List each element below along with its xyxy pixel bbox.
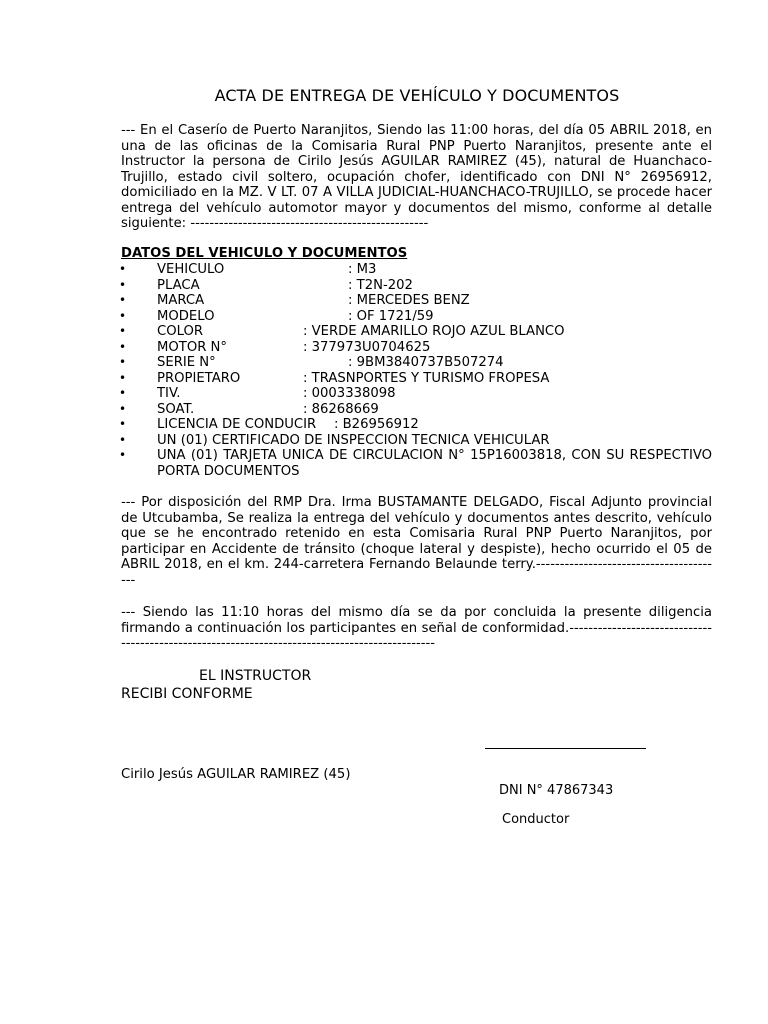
list-item xyxy=(119,324,713,340)
list-item xyxy=(119,262,713,278)
item-label: PROPIETARO xyxy=(157,370,241,386)
dni-text: DNI N° 47867343 xyxy=(499,783,614,798)
item-value: : MERCEDES BENZ xyxy=(348,293,470,308)
item-value: : VERDE AMARILLO ROJO AZUL BLANCO xyxy=(303,324,565,339)
item-label: MOTOR N° xyxy=(157,339,228,355)
list-item xyxy=(119,433,713,449)
bullet-icon: • xyxy=(119,293,127,307)
item-value: : 86268669 xyxy=(303,401,379,417)
bullet-icon: • xyxy=(119,324,127,338)
item-label: SOAT. xyxy=(157,401,195,417)
list-item xyxy=(119,309,713,325)
item-value: : 9BM3840737B507274 xyxy=(348,355,504,370)
list-item xyxy=(119,448,713,479)
item-label: PLACA xyxy=(157,277,200,293)
item-label: UNA (01) TARJETA UNICA DE CIRCULACION N° 15P16003818, CON SU RESPECTIVO PORTA DOCUMENTOS xyxy=(157,448,712,479)
bullet-icon: • xyxy=(119,448,127,462)
item-label: MARCA xyxy=(157,293,205,308)
item-label: UN (01) CERTIFICADO DE INSPECCION TECNICA VEHICULAR xyxy=(157,432,550,448)
item-label: TIV. xyxy=(157,386,181,401)
bullet-icon: • xyxy=(119,339,127,354)
list-item xyxy=(119,386,713,402)
item-value: : 0003338098 xyxy=(303,386,396,401)
bullet-icon: • xyxy=(119,308,127,323)
item-label: COLOR xyxy=(157,324,204,339)
disposition-paragraph: --- Por disposición del RMP Dra. Irma BUSTAMANTE DELGADO, Fiscal Adjunto provincial de Utcubamba, Se realiza la entrega del vehículo y documentos antes descrito, vehículo que se he encontrado retenido en esta Comisaria Rural PNP Puerto Naranjitos, por participar en Accidente de tránsito (choque lateral y despiste), hecho ocurrido el 05 de ABRIL 2018, en el km. 244-carretera Fernando Belaunde terry.---------------------------------------- xyxy=(121,495,712,588)
item-label: SERIE N° xyxy=(157,355,216,370)
item-value: : OF 1721/59 xyxy=(348,308,434,324)
bullet-icon: • xyxy=(119,355,127,369)
item-label: LICENCIA DE CONDUCIR xyxy=(157,417,317,432)
bullet-icon: • xyxy=(119,262,127,276)
item-value: : M3 xyxy=(348,262,377,277)
item-label: VEHICULO xyxy=(157,262,225,277)
list-item xyxy=(119,402,713,418)
bullet-icon: • xyxy=(119,370,127,385)
bullet-icon: • xyxy=(119,401,127,416)
bullet-icon: • xyxy=(119,417,127,431)
signature-line xyxy=(485,748,646,749)
section-heading: DATOS DEL VEHICULO Y DOCUMENTOS xyxy=(121,246,408,261)
list-item xyxy=(119,278,713,294)
list-item xyxy=(119,371,713,387)
item-value: : B26956912 xyxy=(334,417,419,432)
receiver-name: Cirilo Jesús AGUILAR RAMIREZ (45) xyxy=(121,767,351,782)
list-item xyxy=(119,417,713,433)
bullet-icon: • xyxy=(119,432,127,447)
list-item xyxy=(119,293,713,309)
item-value: : TRASNPORTES Y TURISMO FROPESA xyxy=(303,370,550,386)
role-text: Conductor xyxy=(502,812,570,827)
vehicle-data-list xyxy=(119,262,713,479)
item-label: MODELO xyxy=(157,308,215,324)
receiver-label: RECIBI CONFORME xyxy=(121,686,253,702)
bullet-icon: • xyxy=(119,386,127,400)
document-title: ACTA DE ENTREGA DE VEHÍCULO Y DOCUMENTOS xyxy=(214,86,620,105)
item-value: : T2N-202 xyxy=(348,277,413,293)
list-item xyxy=(119,340,713,356)
list-item xyxy=(119,355,713,371)
item-value: : 377973U0704625 xyxy=(303,339,431,355)
bullet-icon: • xyxy=(119,277,127,292)
closing-paragraph: --- Siendo las 11:10 horas del mismo día se da por concluida la presente diligencia firmando a continuación los participantes en señal de conformidad.------------------------------------------------------------------------------------------------ xyxy=(121,605,712,651)
intro-paragraph: --- En el Caserío de Puerto Naranjitos, Siendo las 11:00 horas, del día 05 ABRIL 2018, en una de las oficinas de la Comisaria Rural PNP Puerto Naranjitos, presente ante el Instructor la persona de Cirilo Jesús AGUILAR RAMIREZ (45), natural de Huanchaco-Trujillo, estado civil soltero, ocupación chofer, identificado con DNI N° 26956912, domiciliado en la MZ. V LT. 07 A VILLA JUDICIAL-HUANCHACO-TRUJILLO, se procede hacer entrega del vehículo automotor mayor y documentos del mismo, conforme al detalle siguiente: -------------------------------------------------- xyxy=(121,123,712,231)
instructor-label: EL INSTRUCTOR xyxy=(199,668,312,684)
